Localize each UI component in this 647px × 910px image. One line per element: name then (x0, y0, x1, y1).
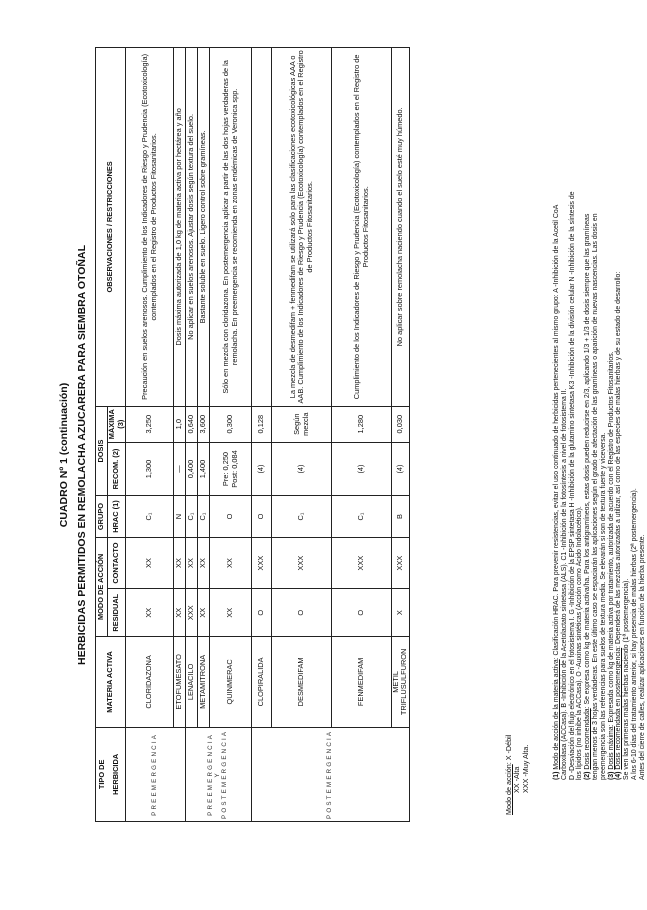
cell-recom: Pre: 0,250 Post: 0,084 (210, 442, 252, 496)
table-row (392, 48, 410, 822)
cell-recom: (4) (252, 442, 272, 496)
cell-residual: XX (210, 589, 252, 637)
cell-obs: La mezcla de desmedifam + fenmedifam se utilizará solo para las clasificaciones ecotoxicológicas AAA o AAB. Cumplimiento de los Indicadores de Riesgo y Prudencia (Ecotoxicología) contemplados en el Registro de Productos Fitosanitarios. (272, 48, 332, 407)
header-dosis: DOSIS (96, 406, 108, 496)
cell-materia: METAMITRONA (198, 637, 210, 728)
cell-hrac: O (210, 496, 252, 537)
header-contacto: CONTACTO (108, 537, 126, 589)
cell-obs: Precaución en suelos arenosos. Cumplimiento de los Indicadores de Riesgo y Prudencia (Ecotoxicología) contemplados en el Registro de Productos Fitosanitarios. (126, 48, 174, 407)
cell-max: 3,600 (198, 406, 210, 442)
cell-contacto: XXX (252, 537, 272, 589)
cell-max: 0,128 (252, 406, 272, 442)
cell-hrac: C₁ (126, 496, 174, 537)
cell-materia: LENACILO (186, 637, 198, 728)
header-hrac: HRAC (1) (108, 496, 126, 537)
stage-post: POSTEMERGENCIA (252, 727, 410, 821)
cell-recom: (4) (272, 442, 332, 496)
header-row-1 (96, 48, 108, 822)
herbicide-table (95, 47, 410, 822)
header-recom: RECOM. (2) (108, 442, 126, 496)
table-row (332, 48, 392, 822)
cell-contacto: XX (186, 537, 198, 589)
cell-hrac: C₁ (198, 496, 210, 537)
cell-max: 1,0 (174, 406, 186, 442)
cell-residual: O (332, 589, 392, 637)
header-herbicida: HERBICIDA (108, 727, 126, 821)
cell-recom: 0,400 (186, 442, 198, 496)
header-observaciones: OBSERVACIONES / RESTRICCIONES (96, 48, 126, 407)
cell-obs: No aplicar en suelos arenosos. Ajustar dosis según textura del suelo. (186, 48, 198, 407)
note-2-line: preemergencia son las referencias para suelos de textura media. Se elevarán si son de textura fuerte y viceversa. (599, 432, 607, 780)
cell-recom: 1,300 (126, 442, 174, 496)
cell-obs: Bastante soluble en suelo. Ligero control sobre gramíneas. (198, 48, 210, 407)
cell-materia: METIL TRIFLUSULFURON (392, 637, 410, 728)
note-4-line: Se ven las primeras malas hierbas naciendo (1ª postemergencia). (623, 578, 631, 780)
cell-obs: Dosis máxima autorizada de 1,0 kg de materia activa por hectárea y año (174, 48, 186, 407)
cell-residual: O (272, 589, 332, 637)
note-4-line: Antes del cierre de calles, realizar aplicaciones en función de la hierba presente. (638, 534, 646, 780)
legend (505, 735, 530, 815)
cell-recom: (4) (332, 442, 392, 496)
cell-materia: ETOFUMESATO (174, 637, 186, 728)
stage-pre: PREEMERGENCIA (126, 727, 186, 821)
legend-label: Modo de acción (504, 764, 513, 815)
cell-obs: Sólo en mezcla con cloridazona. En postemergencia aplicar a partir de las dos hojas verdaderas de la remolacha. En preemergencia se recomienda en zonas endémicas de Veronica spp. (210, 48, 252, 407)
table-row (210, 48, 252, 822)
cell-max: Según mezcla (272, 406, 332, 442)
cell-materia: CLORIDAZONA (126, 637, 174, 728)
header-residual: RESIDUAL (108, 589, 126, 637)
cell-max: 0,030 (392, 406, 410, 442)
legend-very-high: XXX -Muy Alta. (520, 744, 530, 793)
note-4-line: A los 6-10 días del tratamiento anterior, si hay presencia de malas hierbas (2ª postemergencia). (630, 488, 638, 780)
cell-max: 0,300 (210, 406, 252, 442)
stage-pre-post: PREEMERGENCIA Y POSTEMERGENCIA (186, 727, 252, 821)
cell-contacto: XXX (332, 537, 392, 589)
cell-residual: XXX (186, 589, 198, 637)
table-row (252, 48, 272, 822)
cell-residual: X (392, 589, 410, 637)
table-title: CUADRO Nº 1 (continuación) (58, 382, 70, 528)
table-row (272, 48, 332, 822)
header-grupo: GRUPO (96, 496, 108, 537)
cell-hrac: B (392, 496, 410, 537)
cell-recom: — (174, 442, 186, 496)
cell-hrac: C₁ (272, 496, 332, 537)
cell-max: 1,280 (332, 406, 392, 442)
cell-materia: QUINMERAC (210, 637, 252, 728)
cell-residual: XX (198, 589, 210, 637)
cell-contacto: XXX (392, 537, 410, 589)
header-maxima: MÁXIMA (3) (108, 406, 126, 442)
header-modo: MODO DE ACCIÓN (96, 537, 108, 636)
cell-residual: O (252, 589, 272, 637)
note-1-line: Carboxilasa (ACCasa). B -Inhibición de la Acetolactato sintetasa (ALS). C1 -Inhibición de la fotosíntesis a nivel de fotosistema II. (560, 388, 568, 780)
legend-weak: : X -Débil (504, 734, 513, 765)
cell-max: 0,640 (186, 406, 198, 442)
cell-hrac: C₁ (332, 496, 392, 537)
cell-materia: DESMEDIFAM (272, 637, 332, 728)
header-materia: MATERIA ACTIVA (96, 637, 126, 728)
cell-hrac: O (252, 496, 272, 537)
table-row (198, 48, 210, 822)
note-1: (1) Modo de acción de la materia activa: Clasificación HRAC. Para prevenir resistencias, evitar el uso continuado de herbicidas pertenecientes al mismo grupo: A -Inhibición de la Acetil CoA (553, 204, 560, 780)
cell-obs: Cumplimiento de los Indicadores de Riesgo y Prudencia (Ecotoxicología) contemplados en el Registro de Productos Fitosanitarios. (332, 48, 392, 407)
note-1-line: D -Desviación del flujo electrónico en el fotosistema I. G -Inhibición de la EPSP sintetasa H -Inhibición de la glutamino sintetasa K3 -Inhibición de la división celular N -Inhibición de la síntesis de (568, 191, 576, 780)
cell-obs: No aplicar sobre remolacha naciendo cuando el suelo esté muy húmedo. (392, 48, 410, 407)
cell-materia: FENMEDIFAM (332, 637, 392, 728)
table-subtitle: HERBICIDAS PERMITIDOS EN REMOLACHA AZUCARERA PARA SIEMBRA OTOÑAL (76, 245, 88, 666)
cell-contacto: XX (198, 537, 210, 589)
cell-contacto: XX (126, 537, 174, 589)
cell-max: 3,250 (126, 406, 174, 442)
table-row (126, 48, 174, 822)
table-row (174, 48, 186, 822)
note-1-line: los lípidos (no inhibe la ACCasa). O -Auxinas sintéticas (Acción como Ácido Indolacético). (576, 506, 584, 780)
note-2: (2) Dosis recomendada: Se expresa como kg de materia activa/ha. Para los antigramíneos, estas dosis pueden reducirse en 2/3, aplicando 1/3 + 1/3 de dosis siempre que las gramíneas (584, 213, 592, 780)
note-3: (3) Dosis máxima: Expresada como kg de materia activa por tratamiento, autorizada de acuerdo con el Registro de Productos Fitosanitarios. (607, 351, 615, 780)
footnotes (553, 20, 647, 780)
cell-hrac: N (174, 496, 186, 537)
cell-recom: 1,400 (198, 442, 210, 496)
cell-obs (252, 48, 272, 407)
cell-materia: CLOPIRALIDA (252, 637, 272, 728)
cell-residual: XX (174, 589, 186, 637)
table-row (186, 48, 198, 822)
cell-hrac: C₁ (186, 496, 198, 537)
cell-contacto: XXX (272, 537, 332, 589)
header-tipo: TIPO DE (96, 727, 108, 821)
note-2-line: tengan menos de 3 hojas verdaderas. En este último caso se espaciarán las aplicaciones según el grado de afectación de las gramíneas o aparición de nuevas nascencias. Las dosis en (591, 213, 599, 780)
cell-recom: (4) (392, 442, 410, 496)
legend-high: XX -Alta (512, 766, 522, 793)
cell-contacto: XX (210, 537, 252, 589)
note-4: (4) Dosis recomendada en postemergencia: Dependerá de las mezclas autorizadas a utilizar, así como de las especies de malas hierbas y de su estado de desarrollo: (615, 271, 623, 780)
cell-residual: XX (126, 589, 174, 637)
cell-contacto: XX (174, 537, 186, 589)
